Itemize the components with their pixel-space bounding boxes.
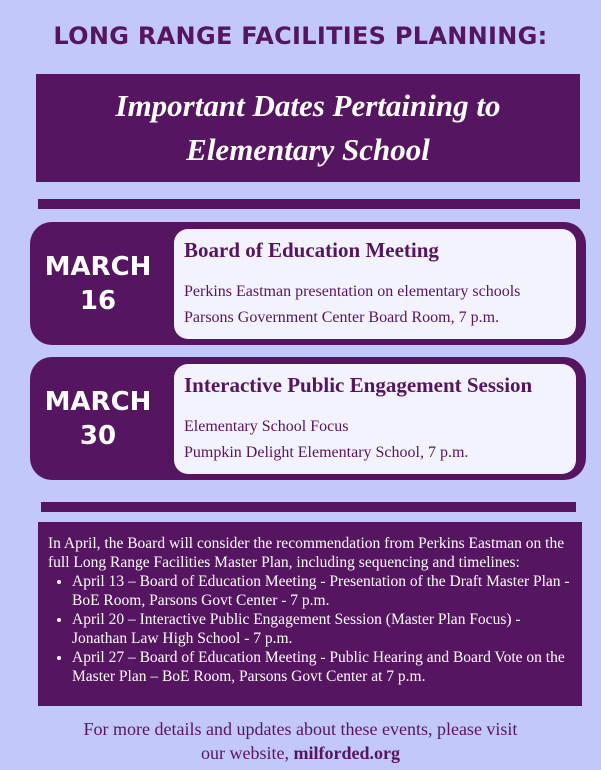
footer-line-2-prefix: our website,	[201, 743, 294, 763]
footer-line-1: For more details and updates about these events, please visit	[83, 719, 518, 739]
event-march-30	[30, 357, 586, 480]
event-month: MARCH	[44, 251, 152, 282]
event-detail: Elementary School Focus	[184, 418, 349, 435]
event-day: 30	[79, 420, 117, 451]
title-banner	[36, 74, 580, 182]
list-item: • April 13 – Board of Education Meeting - Presentation of the Draft Master Plan - BoE Room, Parsons Govt Center - 7 p.m.	[72, 572, 572, 610]
event-title: Interactive Public Engagement Session	[184, 373, 533, 397]
event-date	[30, 222, 166, 345]
april-info-box	[38, 522, 582, 706]
april-list	[48, 572, 572, 686]
list-item: • April 20 – Interactive Public Engagement Session (Master Plan Focus) - Jonathan Law High School - 7 p.m.	[72, 610, 572, 648]
april-intro: In April, the Board will consider the recommendation from Perkins Eastman on the full Long Range Facilities Master Plan, including sequencing and timelines:	[48, 535, 565, 571]
event-day: 16	[79, 285, 117, 316]
event-card	[174, 229, 576, 339]
divider-top	[38, 199, 580, 209]
event-detail: Perkins Eastman presentation on elementary schools	[184, 283, 521, 300]
event-march-16	[30, 222, 586, 345]
banner-title-line-2: Elementary School	[186, 132, 430, 167]
event-title: Board of Education Meeting	[184, 238, 439, 262]
divider-bottom	[41, 502, 576, 512]
event-location: Parsons Government Center Board Room, 7 p.m.	[184, 309, 500, 326]
website-link[interactable]: milforded.org	[293, 743, 400, 763]
list-item: • April 27 – Board of Education Meeting - Public Hearing and Board Vote on the Master Plan – BoE Room, Parsons Govt Center at 7 p.m.	[72, 648, 572, 686]
footer	[0, 717, 601, 765]
event-card	[174, 364, 576, 474]
banner-title	[116, 84, 501, 172]
banner-title-line-1: Important Dates Pertaining to	[115, 88, 501, 123]
event-location: Pumpkin Delight Elementary School, 7 p.m.	[184, 444, 469, 461]
event-month: MARCH	[44, 386, 152, 417]
footer-line-2	[0, 741, 601, 765]
event-date	[30, 357, 166, 480]
page-title: LONG RANGE FACILITIES PLANNING:	[53, 22, 548, 50]
